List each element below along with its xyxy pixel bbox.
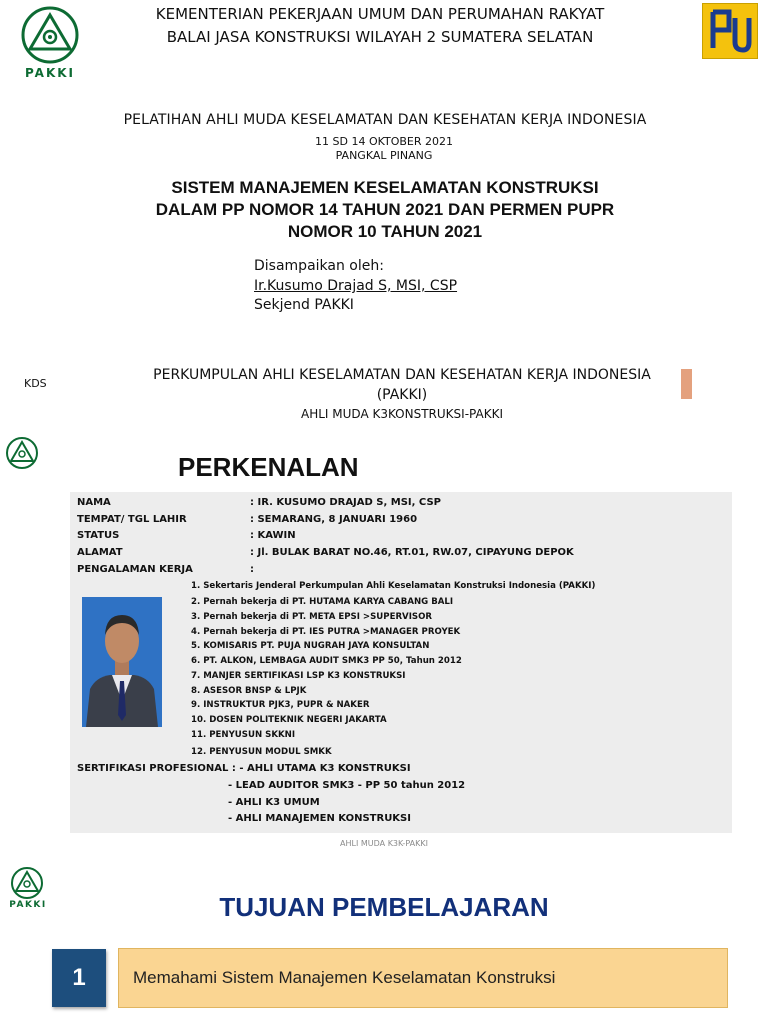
pakki-logo-text: PAKKI <box>24 66 76 80</box>
field-label: STATUS <box>77 530 120 541</box>
pupr-logo <box>702 3 758 59</box>
experience-item: 4. Pernah bekerja di PT. IES PUTRA >MANAGER PROYEK <box>191 627 461 637</box>
course-place: PANGKAL PINANG <box>335 149 433 162</box>
main-title-line1: SISTEM MANAJEMEN KESELAMATAN KONSTRUKSI <box>171 178 599 197</box>
presenter-role: Sekjend PAKKI <box>254 297 354 313</box>
pakki-logo-slide3 <box>10 866 44 900</box>
experience-item: 2. Pernah bekerja di PT. HUTAMA KARYA CABANG BALI <box>191 597 454 607</box>
experience-item: 7. MANJER SERTIFIKASI LSP K3 KONSTRUKSI <box>191 671 406 681</box>
field-label: NAMA <box>77 497 111 508</box>
certification-item: - AHLI MANAJEMEN KONSTRUKSI <box>228 813 411 824</box>
certification-label: SERTIFIKASI PROFESIONAL : - AHLI UTAMA K3 KONSTRUKSI <box>77 763 411 774</box>
presenter-name: Ir.Kusumo Drajad S, MSI, CSP <box>254 278 458 294</box>
objective-number: 1 <box>52 949 106 1007</box>
experience-item: 5. KOMISARIS PT. PUJA NUGRAH JAYA KONSULTAN <box>191 641 430 651</box>
header-ministry: KEMENTERIAN PEKERJAAN UMUM DAN PERUMAHAN RAKYAT <box>155 5 605 23</box>
org-subtitle: AHLI MUDA K3KONSTRUKSI-PAKKI <box>301 407 503 421</box>
course-date: 11 SD 14 OKTOBER 2021 <box>315 135 453 148</box>
field-value: : Jl. BULAK BARAT NO.46, RT.01, RW.07, CIPAYUNG DEPOK <box>250 547 574 558</box>
experience-item: 6. PT. ALKON, LEMBAGA AUDIT SMK3 PP 50, Tahun 2012 <box>191 656 462 666</box>
experience-item: 12. PENYUSUN MODUL SMKK <box>191 747 332 757</box>
pakki-logo-small <box>5 436 39 470</box>
field-value: : KAWIN <box>250 530 296 541</box>
course-title: PELATIHAN AHLI MUDA KESELAMATAN DAN KESEHATAN KERJA INDONESIA <box>123 112 647 128</box>
presenter-photo <box>82 597 162 727</box>
presented-by-label: Disampaikan oleh: <box>254 258 384 274</box>
objective-text: Memahami Sistem Manajemen Keselamatan Konstruksi <box>118 948 728 1008</box>
slide-footer: AHLI MUDA K3K-PAKKI <box>340 839 428 848</box>
main-title-line2: DALAM PP NOMOR 14 TAHUN 2021 DAN PERMEN PUPR <box>155 200 615 219</box>
experience-item: 11. PENYUSUN SKKNI <box>191 730 296 740</box>
field-value: : IR. KUSUMO DRAJAD S, MSI, CSP <box>250 497 441 508</box>
field-label: PENGALAMAN KERJA <box>77 564 193 575</box>
experience-item: 3. Pernah bekerja di PT. META EPSI >SUPERVISOR <box>191 612 433 622</box>
org-abbrev: (PAKKI) <box>376 387 428 403</box>
kds-label: KDS <box>24 377 47 390</box>
pakki-logo-text-small: PAKKI <box>9 900 47 910</box>
field-label: ALAMAT <box>77 547 123 558</box>
field-value: : SEMARANG, 8 JANUARI 1960 <box>250 514 418 525</box>
field-value: : <box>250 564 254 575</box>
experience-item: 10. DOSEN POLITEKNIK NEGERI JAKARTA <box>191 715 387 725</box>
experience-item: 9. INSTRUKTUR PJK3, PUPR & NAKER <box>191 700 370 710</box>
accent-bar <box>681 369 692 399</box>
perkenalan-title: PERKENALAN <box>178 452 359 482</box>
field-label: TEMPAT/ TGL LAHIR <box>77 514 187 525</box>
header-balai: BALAI JASA KONSTRUKSI WILAYAH 2 SUMATERA SELATAN <box>166 28 594 46</box>
experience-item: 1. Sekertaris Jenderal Perkumpulan Ahli Keselamatan Konstruksi Indonesia (PAKKI) <box>191 581 596 591</box>
learning-objectives-title: TUJUAN PEMBELAJARAN <box>219 892 549 922</box>
main-title-line3: NOMOR 10 TAHUN 2021 <box>287 222 483 241</box>
certification-item: - LEAD AUDITOR SMK3 - PP 50 tahun 2012 <box>228 780 466 791</box>
experience-item: 8. ASESOR BNSP & LPJK <box>191 686 307 696</box>
certification-item: - AHLI K3 UMUM <box>228 797 320 808</box>
org-name: PERKUMPULAN AHLI KESELAMATAN DAN KESEHATAN KERJA INDONESIA <box>153 367 651 383</box>
